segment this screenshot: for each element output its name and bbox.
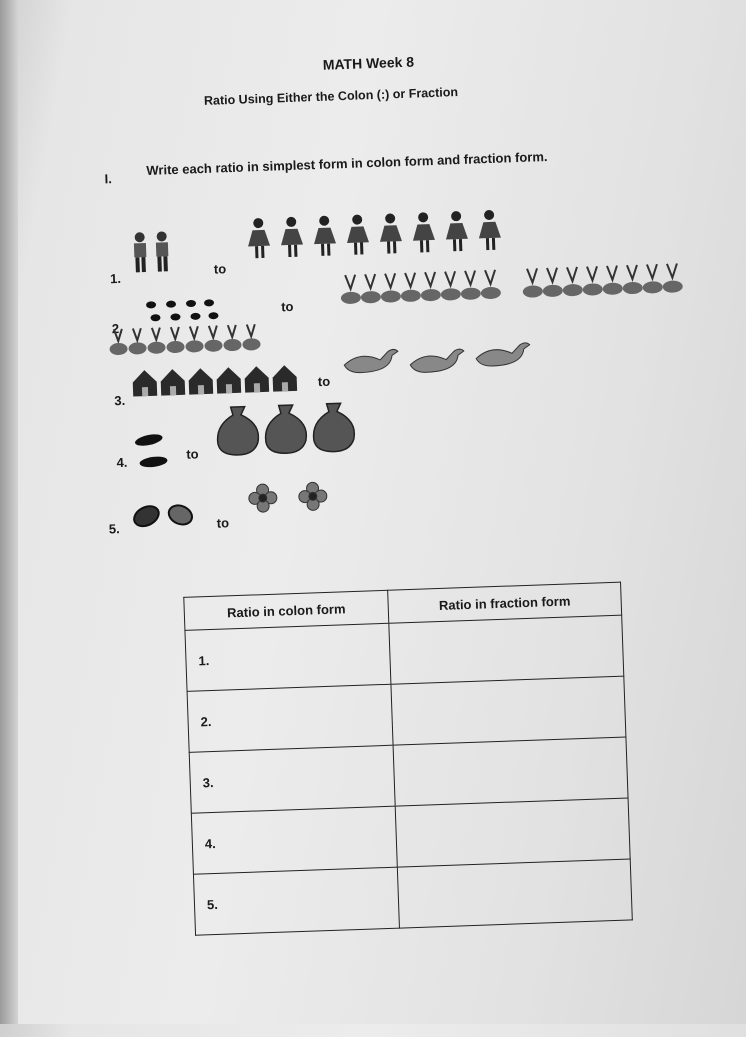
item-1-to: to bbox=[213, 261, 227, 277]
girl-icon bbox=[407, 210, 442, 257]
header-fraction-form: Ratio in fraction form bbox=[388, 582, 622, 623]
ball-icon bbox=[130, 501, 195, 531]
item-3-right-group bbox=[340, 336, 541, 377]
instruction-text: Write each ratio in simplest form in colon form and fraction form. bbox=[146, 148, 548, 178]
fraction-answer-cell[interactable] bbox=[391, 676, 626, 745]
item-4-right-group bbox=[215, 398, 367, 457]
girl-icon bbox=[440, 209, 475, 256]
item-5-right-group bbox=[244, 477, 345, 518]
page-title: MATH Week 8 bbox=[322, 53, 415, 73]
page-subtitle: Ratio Using Either the Colon (:) or Fraction bbox=[203, 85, 459, 108]
item-2-to: to bbox=[280, 298, 294, 315]
girl-icon bbox=[308, 213, 343, 260]
fraction-answer-cell[interactable] bbox=[397, 859, 632, 928]
item-4-left-group bbox=[131, 433, 172, 470]
item-2-number: 2. bbox=[111, 320, 123, 337]
girl-icon bbox=[275, 214, 310, 261]
item-3-left-group bbox=[130, 363, 303, 399]
item-4-to: to bbox=[186, 446, 199, 462]
item-3-to: to bbox=[317, 373, 331, 390]
answer-table bbox=[183, 582, 633, 936]
flower-icon bbox=[248, 482, 327, 513]
item-1-left-group bbox=[128, 229, 174, 277]
bean-icon bbox=[146, 299, 219, 322]
fraction-answer-cell[interactable] bbox=[395, 798, 630, 867]
colon-answer-cell[interactable]: 4. bbox=[191, 806, 397, 874]
girl-icon bbox=[341, 212, 376, 259]
boy-icon bbox=[150, 229, 174, 276]
item-4-number: 4. bbox=[116, 454, 128, 471]
header-colon-form: Ratio in colon form bbox=[184, 590, 389, 630]
section-number: I. bbox=[104, 171, 113, 187]
item-5-left-group bbox=[130, 500, 201, 532]
plant-icon bbox=[340, 263, 683, 304]
boy-icon bbox=[128, 230, 152, 277]
item-2-left-group bbox=[143, 297, 224, 324]
plant-icon bbox=[109, 324, 261, 355]
girl-icon bbox=[242, 215, 277, 262]
colon-answer-cell[interactable]: 1. bbox=[185, 623, 391, 691]
girl-icon bbox=[374, 211, 409, 258]
fraction-answer-cell[interactable] bbox=[389, 615, 624, 684]
item-1-right-group bbox=[242, 207, 507, 262]
item-3-number: 3. bbox=[114, 392, 126, 409]
item-1-number: 1. bbox=[109, 270, 122, 287]
item-5-number: 5. bbox=[108, 521, 120, 537]
colon-answer-cell[interactable]: 5. bbox=[193, 867, 399, 935]
item-2-right-group-a bbox=[106, 322, 272, 358]
sack-icon bbox=[216, 403, 354, 456]
item-2-right-group-b bbox=[337, 261, 698, 308]
fraction-answer-cell[interactable] bbox=[393, 737, 628, 806]
girl-icon bbox=[473, 207, 508, 254]
duck-icon bbox=[344, 343, 531, 375]
colon-answer-cell[interactable]: 3. bbox=[189, 745, 395, 813]
item-5-to: to bbox=[216, 515, 230, 531]
colon-answer-cell[interactable]: 2. bbox=[187, 684, 393, 752]
house-icon bbox=[132, 365, 297, 397]
bean-icon bbox=[134, 433, 168, 468]
